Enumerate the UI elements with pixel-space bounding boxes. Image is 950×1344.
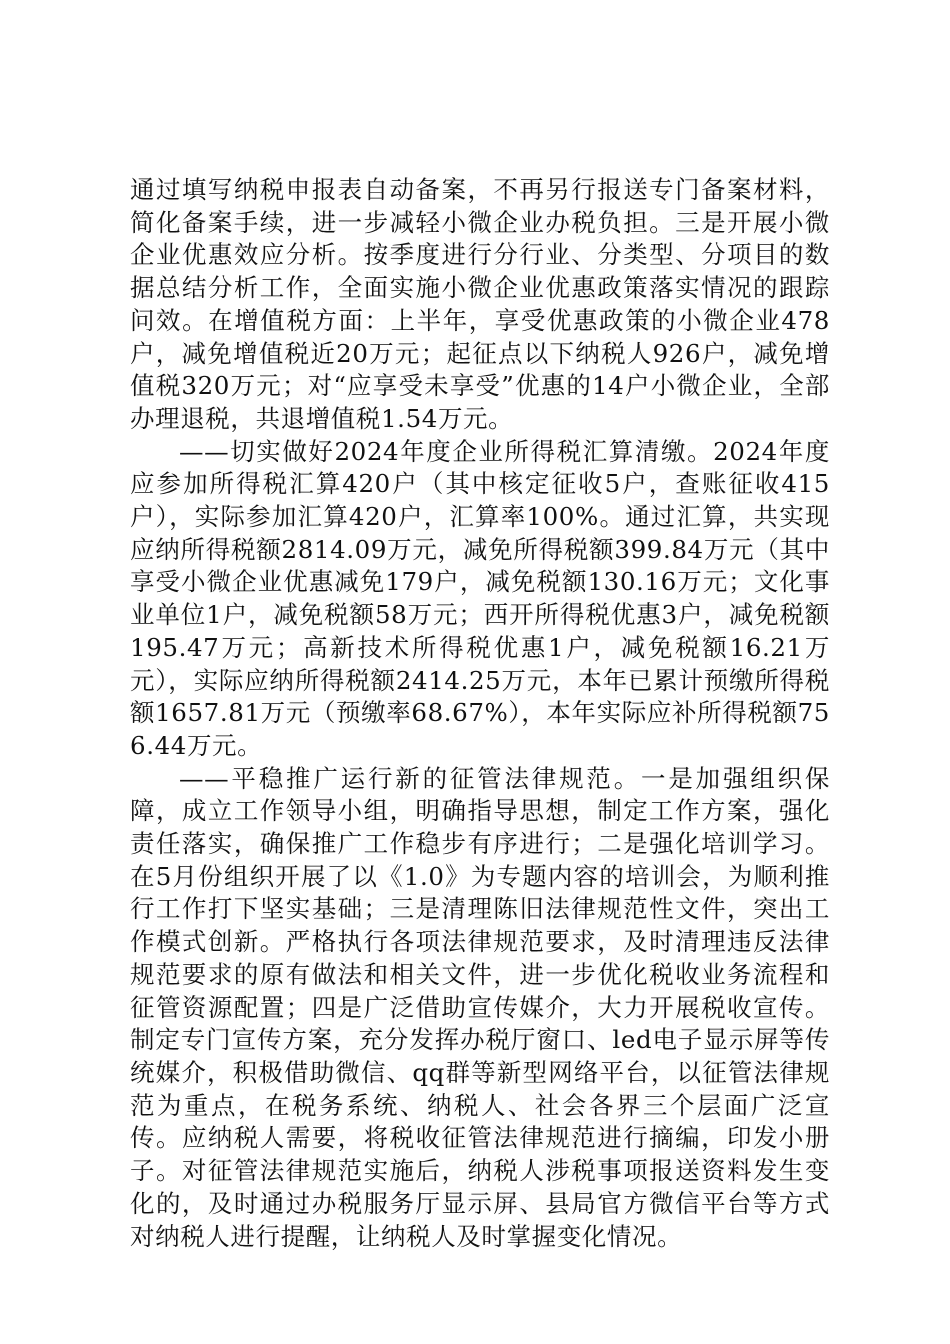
paragraph-collection-law-rollout: ——平稳推广运行新的征管法律规范。一是加强组织保障，成立工作领导小组，明确指导思想，制定工作方案，强化责任落实，确保推广工作稳步有序进行；二是强化培训学习。在5月份组织开展了以《1.0》为专题内容的培训会，为顺利推行工作打下坚实基础；三是清理陈旧法律规范性文件，突出工作模式创新。严格执行各项法律规范要求，及时清理违反法律规范要求的原有做法和相关文件，进一步优化税收业务流程和征管资源配置；四是广泛借助宣传媒介，大力开展税收宣传。制定专门宣传方案，充分发挥办税厅窗口、led电子显示屏等传统媒介，积极借助微信、qq群等新型网络平台，以征管法律规范为重点，在税务系统、纳税人、社会各界三个层面广泛宣传。应纳税人需要，将税收征管法律规范进行摘编，印发小册子。对征管法律规范实施后，纳税人涉税事项报送资料发生变化的，及时通过办税服务厅显示屏、县局官方微信平台等方式对纳税人进行提醒，让纳税人及时掌握变化情况。 (130, 763, 830, 1251)
paragraph-small-enterprise-filing: 通过填写纳税申报表自动备案，不再另行报送专门备案材料，简化备案手续，进一步减轻小微企业办税负担。三是开展小微企业优惠效应分析。按季度进行分行业、分类型、分项目的数据总结分析工作，全面实施小微企业优惠政策落实情况的跟踪问效。在增值税方面：上半年，享受优惠政策的小微企业478户，减免增值税近20万元；起征点以下纳税人926户，减免增值税320万元；对“应享受未享受”优惠的14户小微企业，全部办理退税，共退增值税1.54万元。 (130, 175, 830, 433)
paragraph-income-tax-settlement: ——切实做好2024年度企业所得税汇算清缴。2024年度应参加所得税汇算420户（其中核定征收5户，查账征收415户），实际参加汇算420户，汇算率100%。通过汇算，共实现应纳所得税额2814.09万元，减免所得税额399.84万元（其中享受小微企业优惠减免179户，减免税额130.16万元；文化事业单位1户，减免税额58万元；西开所得税优惠3户，减免税额195.47万元；高新技术所得税优惠1户，减免税额16.21万元），实际应纳所得税额2414.25万元，本年已累计预缴所得税额1657.81万元（预缴率68.67%），本年实际应补所得税额756.44万元。 (130, 436, 830, 760)
document-body (130, 174, 830, 1253)
